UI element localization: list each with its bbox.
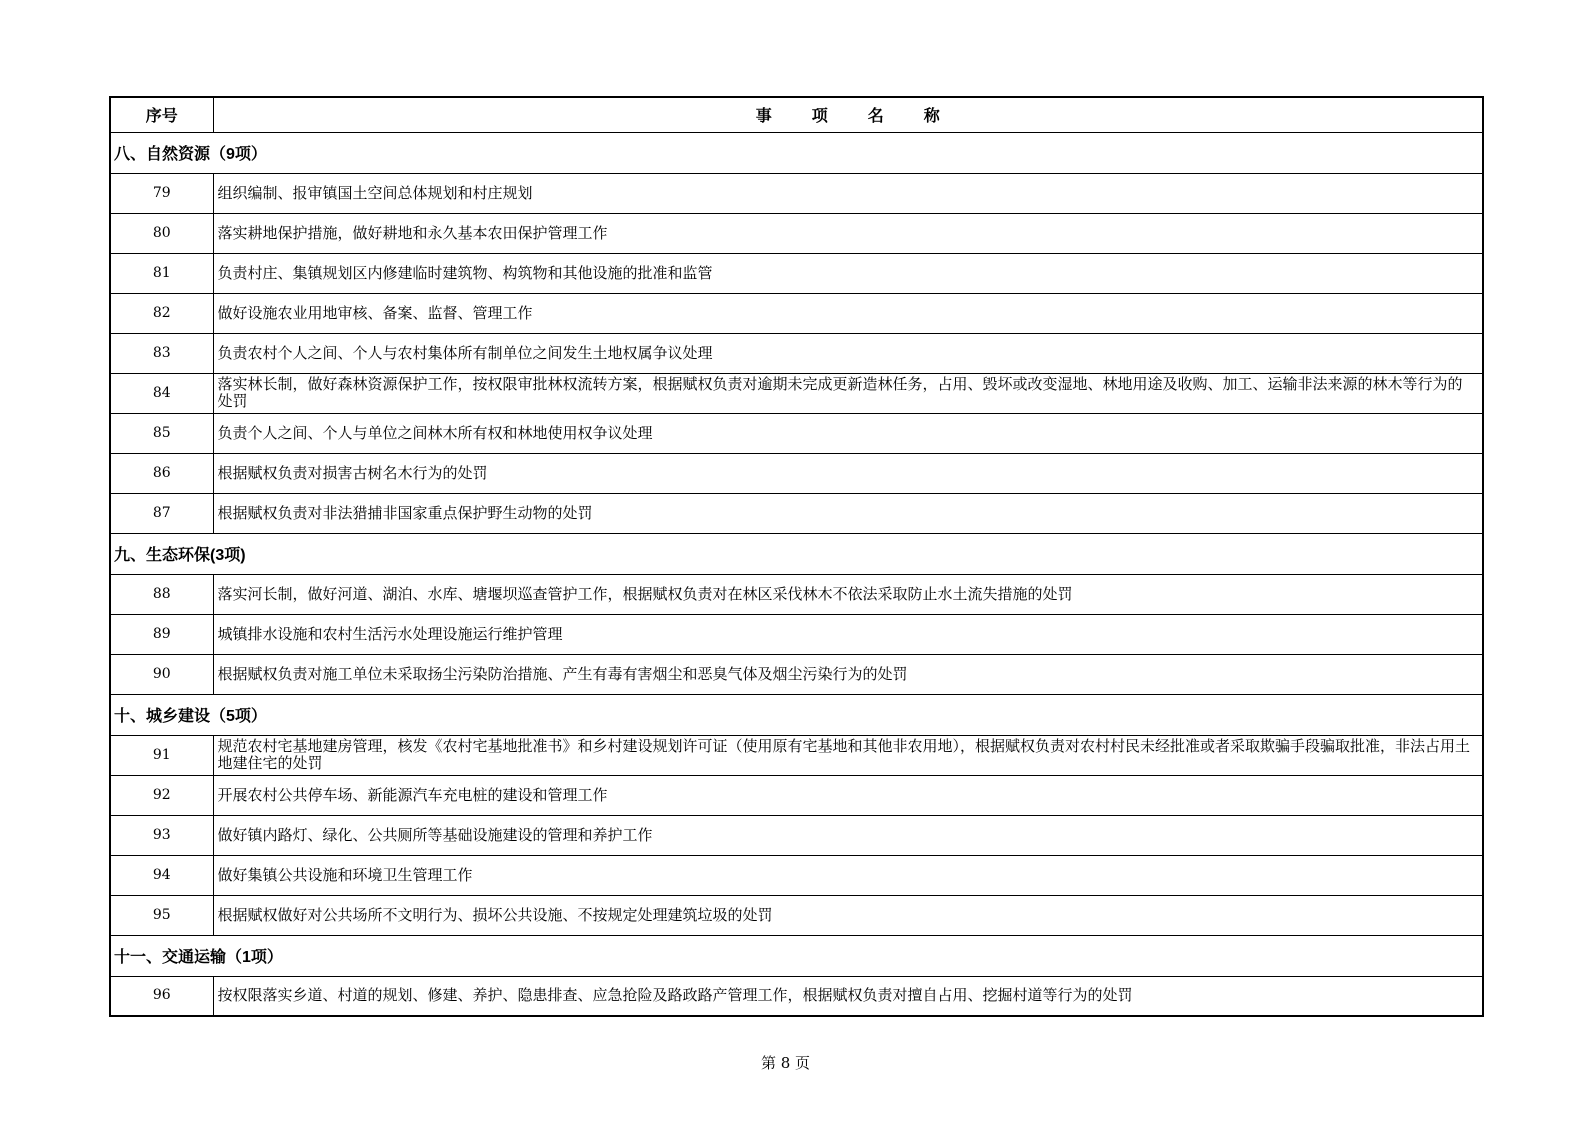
table-row: [110, 976, 1483, 1016]
table-row: [110, 855, 1483, 895]
section-title: 十、城乡建设（5项）: [110, 694, 1483, 735]
item-description: 做好集镇公共设施和环境卫生管理工作: [213, 855, 1483, 895]
table-row: [110, 453, 1483, 493]
item-description: 根据赋权负责对施工单位未采取扬尘污染防治措施、产生有毒有害烟尘和恶臭气体及烟尘污染行为的处罚: [213, 654, 1483, 694]
table-row: [110, 614, 1483, 654]
table-row: [110, 413, 1483, 453]
item-number: 79: [110, 173, 213, 213]
table-row: [110, 213, 1483, 253]
section-row: [110, 694, 1483, 735]
item-number: 96: [110, 976, 213, 1016]
table-row: [110, 493, 1483, 533]
item-description: 落实耕地保护措施，做好耕地和永久基本农田保护管理工作: [213, 213, 1483, 253]
item-number: 84: [110, 373, 213, 413]
table-body: [110, 132, 1483, 1016]
item-number: 81: [110, 253, 213, 293]
item-description: 规范农村宅基地建房管理，核发《农村宅基地批准书》和乡村建设规划许可证（使用原有宅基地和其他非农用地），根据赋权负责对农村村民未经批准或者采取欺骗手段骗取批准，非法占用土地建住宅的处罚: [213, 735, 1483, 775]
table-row: [110, 775, 1483, 815]
table-row: [110, 895, 1483, 935]
item-number: 90: [110, 654, 213, 694]
table-row: [110, 293, 1483, 333]
section-row: [110, 935, 1483, 976]
table-row: [110, 173, 1483, 213]
item-number: 93: [110, 815, 213, 855]
item-number: 85: [110, 413, 213, 453]
item-description: 负责村庄、集镇规划区内修建临时建筑物、构筑物和其他设施的批准和监管: [213, 253, 1483, 293]
item-number: 91: [110, 735, 213, 775]
item-number: 89: [110, 614, 213, 654]
item-number: 94: [110, 855, 213, 895]
table-row: [110, 373, 1483, 413]
table-row: [110, 253, 1483, 293]
item-description: 负责个人之间、个人与单位之间林木所有权和林地使用权争议处理: [213, 413, 1483, 453]
index-column-label: 序号: [145, 108, 178, 126]
section-title: 十一、交通运输（1项）: [110, 935, 1483, 976]
item-description: 开展农村公共停车场、新能源汽车充电桩的建设和管理工作: [213, 775, 1483, 815]
item-description: 落实河长制，做好河道、湖泊、水库、塘堰坝巡查管护工作，根据赋权负责对在林区采伐林木不依法采取防止水土流失措施的处罚: [213, 574, 1483, 614]
table-row: [110, 574, 1483, 614]
item-description: 组织编制、报审镇国土空间总体规划和村庄规划: [213, 173, 1483, 213]
item-number: 82: [110, 293, 213, 333]
table-row: [110, 333, 1483, 373]
item-description: 落实林长制，做好森林资源保护工作，按权限审批林权流转方案，根据赋权负责对逾期未完成更新造林任务，占用、毁坏或改变湿地、林地用途及收购、加工、运输非法来源的林木等行为的处罚: [213, 373, 1483, 413]
items-table: [109, 96, 1484, 1017]
item-description: 根据赋权负责对非法猎捕非国家重点保护野生动物的处罚: [213, 493, 1483, 533]
table-row: [110, 654, 1483, 694]
section-row: [110, 132, 1483, 173]
item-description: 按权限落实乡道、村道的规划、修建、养护、隐患排查、应急抢险及路政路产管理工作，根据赋权负责对擅自占用、挖掘村道等行为的处罚: [213, 976, 1483, 1016]
item-description: 做好镇内路灯、绿化、公共厕所等基础设施建设的管理和养护工作: [213, 815, 1483, 855]
item-description: 做好设施农业用地审核、备案、监督、管理工作: [213, 293, 1483, 333]
table-row: [110, 815, 1483, 855]
item-description: 根据赋权负责对损害古树名木行为的处罚: [213, 453, 1483, 493]
item-description: 城镇排水设施和农村生活污水处理设施运行维护管理: [213, 614, 1483, 654]
item-number: 95: [110, 895, 213, 935]
item-number: 86: [110, 453, 213, 493]
item-number: 92: [110, 775, 213, 815]
item-description: 负责农村个人之间、个人与农村集体所有制单位之间发生土地权属争议处理: [213, 333, 1483, 373]
item-description: 根据赋权做好对公共场所不文明行为、损坏公共设施、不按规定处理建筑垃圾的处罚: [213, 895, 1483, 935]
section-title: 八、自然资源（9项）: [110, 132, 1483, 173]
table-header-row: [110, 97, 1483, 132]
section-title: 九、生态环保(3项): [110, 533, 1483, 574]
item-number: 83: [110, 333, 213, 373]
item-number: 87: [110, 493, 213, 533]
index-column-header: [110, 97, 213, 132]
table-row: [110, 735, 1483, 775]
item-number: 80: [110, 213, 213, 253]
section-row: [110, 533, 1483, 574]
name-column-label: 事项名称: [755, 108, 980, 126]
page-number: 第 8 页: [760, 1054, 811, 1072]
item-number: 88: [110, 574, 213, 614]
name-column-header: [213, 97, 1483, 132]
